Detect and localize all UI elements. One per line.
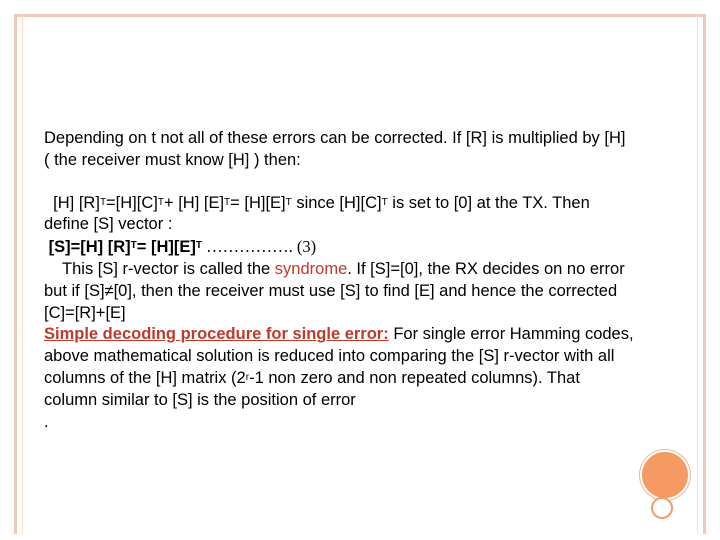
syndrome-line-2: but if [S]≠[0], then the receiver must use [S] to find [E] and hence the corrected <box>44 281 618 300</box>
equation-number: ……………. (3) <box>201 237 317 257</box>
derivation-text: =[H][C] <box>106 193 158 212</box>
slide-content <box>44 128 694 433</box>
derivation-text: + [H] [E] <box>163 193 225 212</box>
derivation-line-2: define [S] vector : <box>44 215 173 234</box>
transpose-sup: T <box>224 196 231 208</box>
equation-syndrome <box>44 236 694 259</box>
decoding-line-2: above mathematical solution is reduced into comparing the [S] r-vector with all <box>44 347 615 366</box>
decoding-heading: Simple decoding procedure for single error: <box>44 325 389 344</box>
derivation-text: since [H][C] <box>291 193 382 212</box>
transpose-sup: T <box>381 196 388 208</box>
decoding-line-3: columns of the [H] matrix (2 <box>44 368 246 387</box>
decorative-circle-large <box>640 450 690 500</box>
paragraph-syndrome <box>44 259 694 324</box>
derivation-text: is set to [0] at the TX. Then <box>387 193 590 212</box>
paragraph-decoding <box>44 324 694 433</box>
syndrome-line-3: [C]=[R]+[E] <box>44 303 126 322</box>
equation-bold: = [H][E] <box>136 238 196 257</box>
syndrome-term: syndrome <box>274 259 348 278</box>
equation-bold: [S]=[H] [R] <box>48 238 131 257</box>
transpose-sup: T <box>157 196 164 208</box>
transpose-sup: T <box>285 196 292 208</box>
paragraph-derivation <box>44 193 694 237</box>
decoding-line-5: . <box>44 412 49 431</box>
syndrome-text: This [S] r-vector is called the <box>62 259 275 278</box>
derivation-text: [H] [R] <box>53 193 100 212</box>
decoding-line-4: column similar to [S] is the position of error <box>44 390 356 409</box>
intro-line-1: Depending on t not all of these errors can be corrected. If [R] is multiplied by [H] <box>44 129 626 147</box>
decorative-circle-small <box>651 497 673 519</box>
syndrome-text: . If [S]=[0], the RX decides on no error <box>347 259 625 278</box>
paragraph-intro <box>44 128 694 172</box>
transpose-sup: T <box>195 240 202 252</box>
transpose-sup: T <box>130 240 137 252</box>
intro-line-2: ( the receiver must know [H] ) then: <box>44 150 301 169</box>
r-sup: r <box>245 371 250 383</box>
derivation-text: = [H][E] <box>230 193 286 212</box>
decoding-text: For single error Hamming codes, <box>388 325 634 344</box>
transpose-sup: T <box>99 196 107 208</box>
decoding-line-3b: -1 non zero and non repeated columns). That <box>249 368 580 387</box>
